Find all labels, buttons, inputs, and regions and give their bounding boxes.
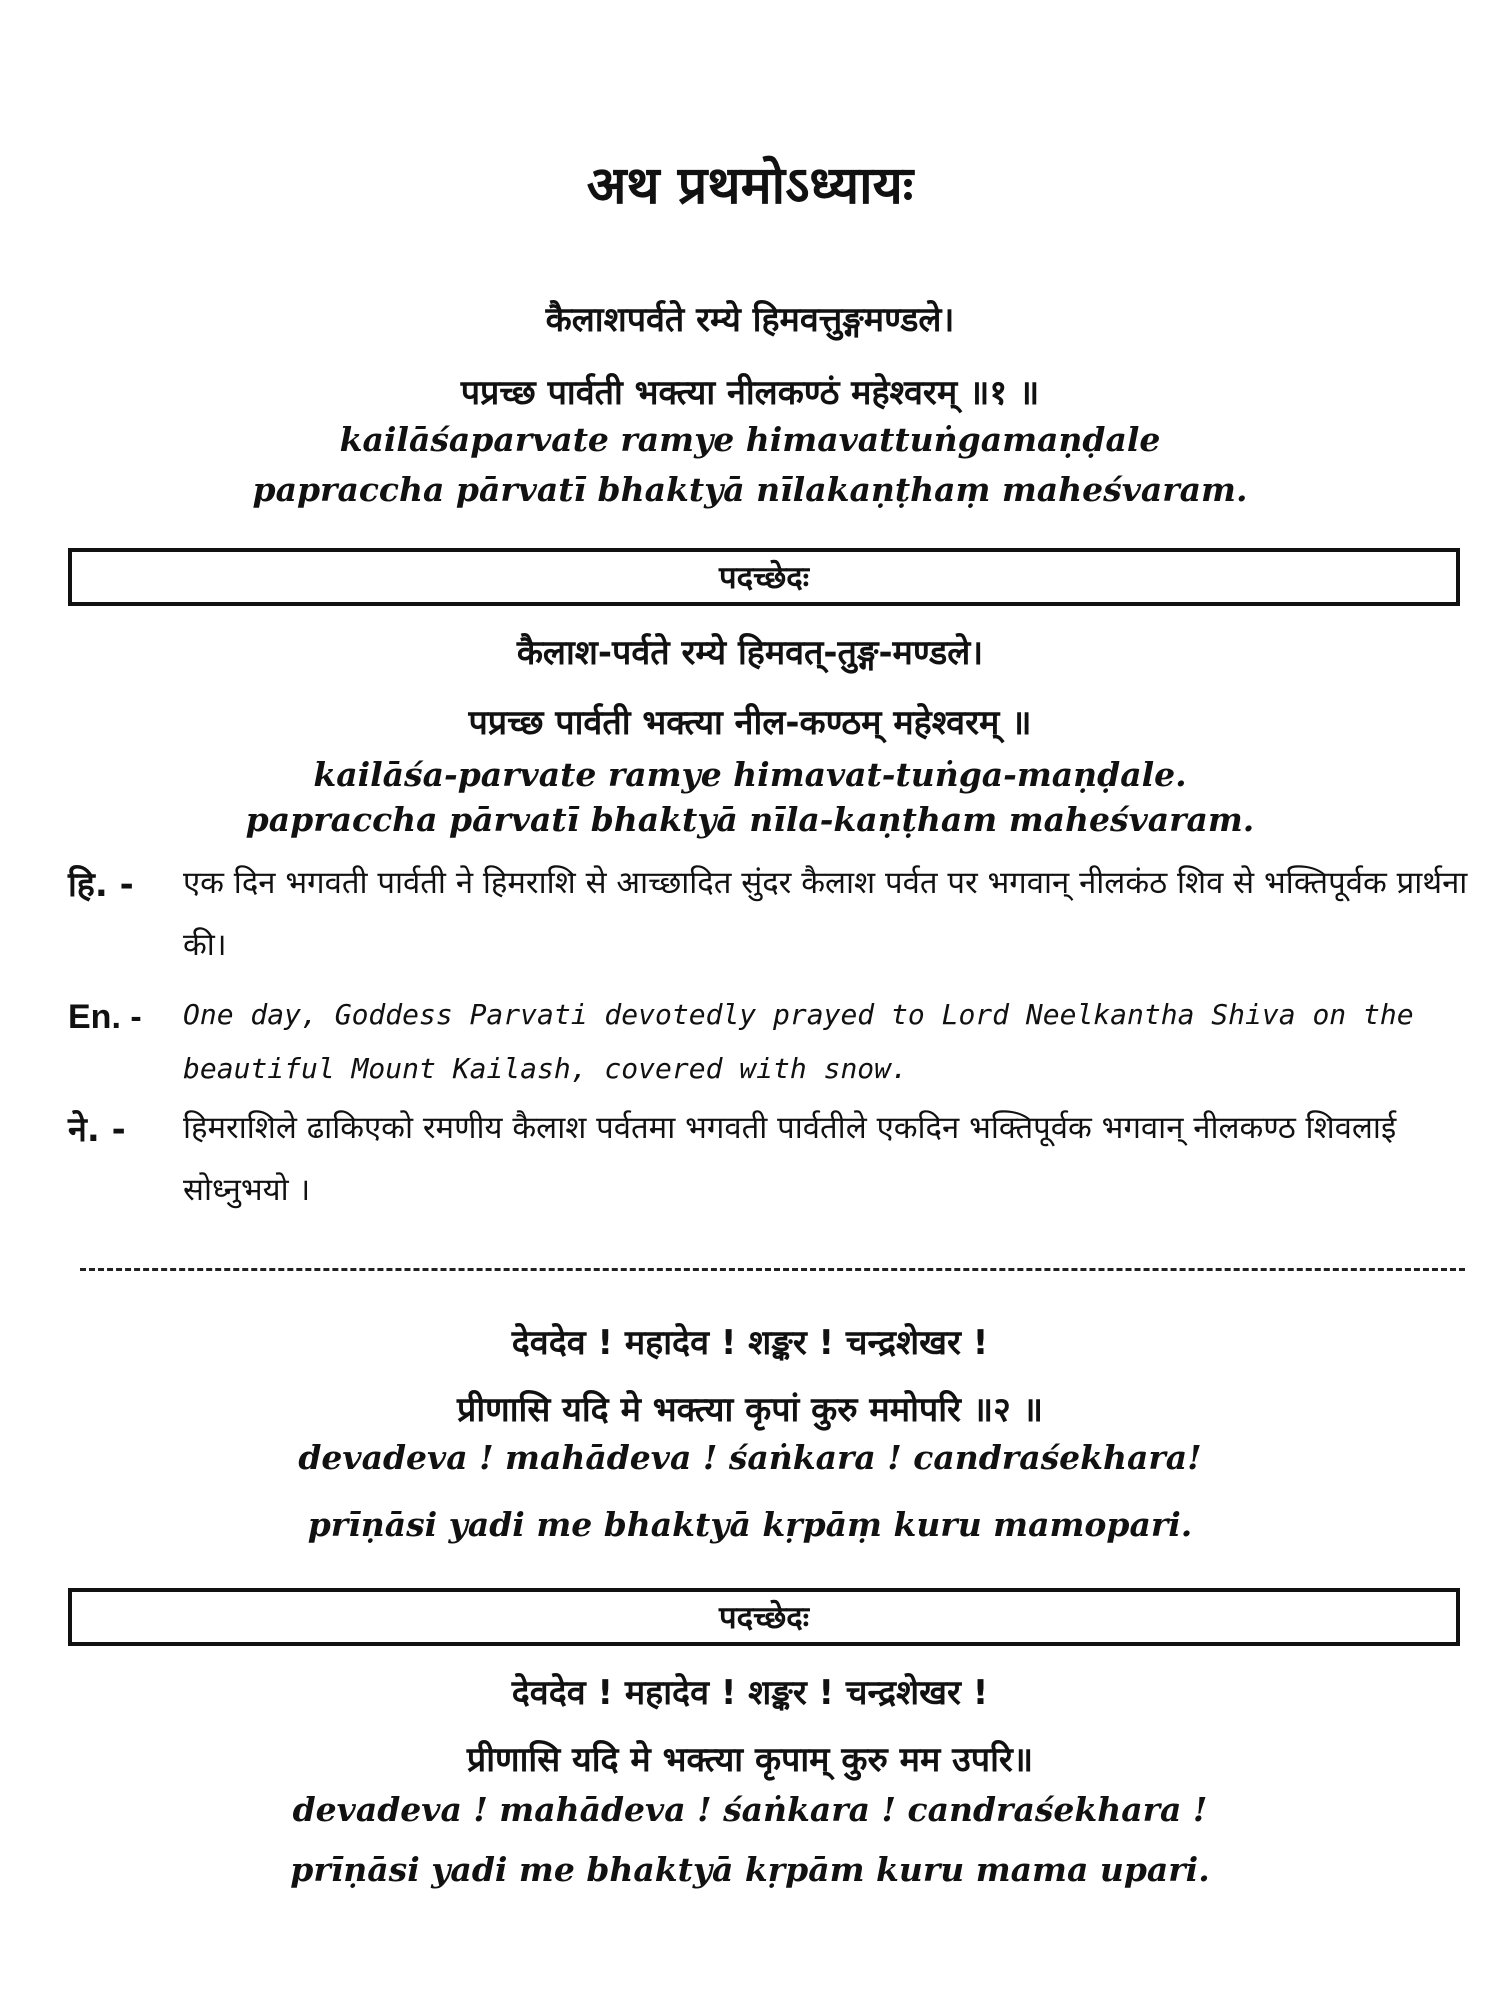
- verse2-line2: प्रीणासि यदि मे भक्त्या कृपां कुरु ममोपरि ॥२ ॥: [456, 1390, 1044, 1430]
- verse2-padaccheda-translit-line2: prīṇāsi yadi me bhaktyā kṛpām kuru mama upari.: [290, 1850, 1210, 1889]
- verse1-translit-line1: kailāśaparvate ramye himavattuṅgamaṇḍale: [339, 420, 1161, 459]
- verse1-padaccheda-translit-line1: kailāśa-parvate ramye himavat-tuṅga-maṇḍale.: [313, 755, 1187, 794]
- verse1-translit-line2: papraccha pārvatī bhaktyā nīlakaṇṭhaṃ maheśvaram.: [252, 470, 1248, 509]
- nepali-text: हिमराशिले ढाकिएको रमणीय कैलाश पर्वतमा भगवती पार्वतीले एकदिन भक्तिपूर्वक भगवान् नीलकण्ठ शिवलाई सोध्नुभयो ।: [183, 1110, 1397, 1208]
- english-text: One day, Goddess Parvati devotedly prayed to Lord Neelkantha Shiva on the beautiful Mount Kailash, covered with snow.: [183, 998, 1414, 1085]
- verse1-line2: पप्रच्छ पार्वती भक्त्या नीलकण्ठं महेश्वरम् ॥१ ॥: [460, 373, 1040, 413]
- verse-separator: [80, 1268, 1465, 1271]
- english-label: En. -: [68, 998, 142, 1036]
- hindi-text: एक दिन भगवती पार्वती ने हिमराशि से आच्छादित सुंदर कैलाश पर्वत पर भगवान् नीलकंठ शिव से भक्तिपूर्वक प्रार्थना की।: [183, 865, 1468, 963]
- hindi-label: हि. -: [68, 865, 134, 905]
- chapter-title: अथ प्रथमोऽध्यायः: [586, 156, 914, 216]
- verse1-padaccheda-line1: कैलाश-पर्वते रम्ये हिमवत्-तुङ्ग-मण्डले।: [516, 633, 984, 673]
- verse2-padaccheda-header: [68, 1588, 1460, 1646]
- verse1-padaccheda-header: [68, 548, 1460, 606]
- verse2-padaccheda-line2: प्रीणासि यदि मे भक्त्या कृपाम् कुरु मम उपरि॥: [466, 1740, 1034, 1780]
- verse2-padaccheda-translit-line1: devadeva ! mahādeva ! śaṅkara ! candraśekhara !: [292, 1790, 1208, 1829]
- verse2-translit-line2: prīṇāsi yadi me bhaktyā kṛpāṃ kuru mamopari.: [307, 1505, 1193, 1544]
- verse1-padaccheda-translit-line2: papraccha pārvatī bhaktyā nīla-kaṇṭham maheśvaram.: [245, 800, 1255, 839]
- padaccheda-label: पदच्छेदः: [719, 560, 809, 596]
- padaccheda-label-2: पदच्छेदः: [719, 1600, 809, 1636]
- verse2-line1: देवदेव ! महादेव ! शङ्कर ! चन्द्रशेखर !: [511, 1323, 989, 1363]
- verse1-line1: कैलाशपर्वते रम्ये हिमवत्तुङ्गमण्डले।: [545, 300, 955, 340]
- verse2-translit-line1: devadeva ! mahādeva ! śaṅkara ! candraśekhara!: [298, 1438, 1202, 1477]
- verse1-padaccheda-line2: पप्रच्छ पार्वती भक्त्या नील-कण्ठम् महेश्वरम् ॥: [468, 703, 1032, 743]
- verse2-padaccheda-line1: देवदेव ! महादेव ! शङ्कर ! चन्द्रशेखर !: [511, 1673, 989, 1713]
- nepali-label: ने. -: [68, 1110, 126, 1150]
